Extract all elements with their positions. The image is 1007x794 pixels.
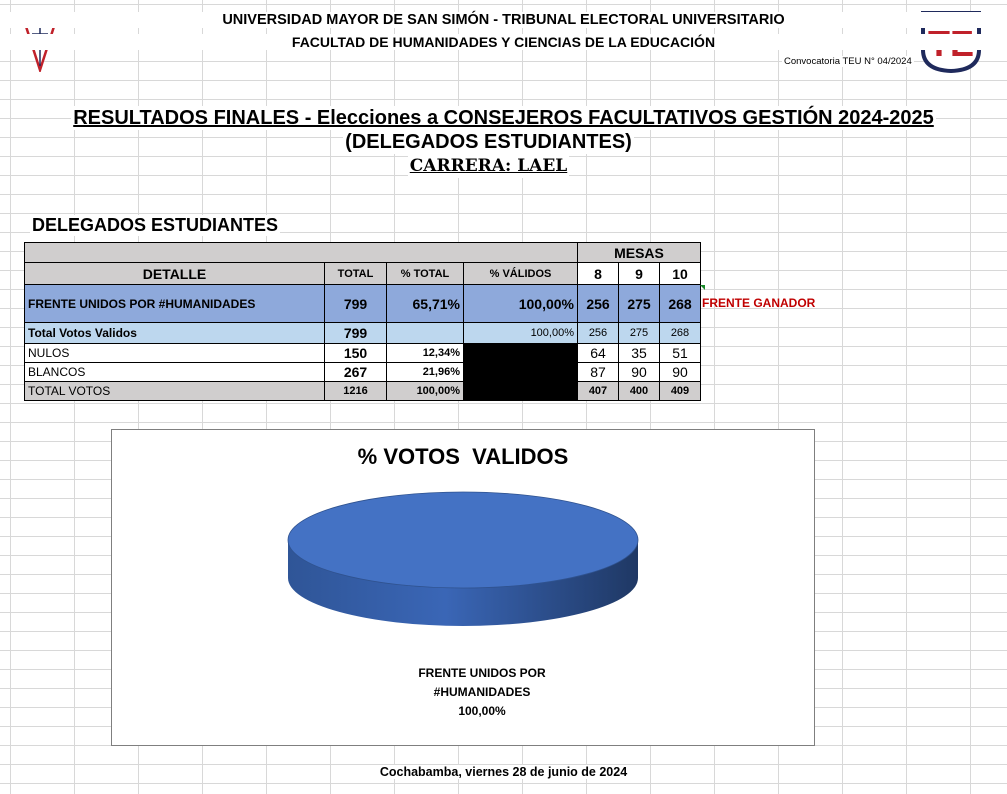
pie-label-value: 100,00% (458, 704, 506, 718)
winner-note: FRENTE GANADOR (702, 296, 816, 310)
faculty-name: FACULTAD DE HUMANIDADES Y CIENCIAS DE LA EDUCACIÓN (289, 34, 718, 50)
results-subtitle: (DELEGADOS ESTUDIANTES) (345, 131, 632, 153)
detalle-header: DETALLE (25, 263, 325, 285)
validos-mesa-8: 256 (578, 323, 619, 344)
total-votos-label: TOTAL VOTOS (25, 382, 325, 401)
blancos-label: BLANCOS (25, 363, 325, 382)
nulos-mesa-8: 64 (578, 344, 619, 363)
blacked-out-cell (464, 344, 578, 401)
total-votos-mesa-10: 409 (660, 382, 701, 401)
total-votos-mesa-9: 400 (619, 382, 660, 401)
frente-mesa-8: 256 (578, 285, 619, 323)
pie-label-name-2: #HUMANIDADES (433, 685, 531, 699)
validos-label: Total Votos Validos (25, 323, 325, 344)
nulos-total: 150 (325, 344, 387, 363)
career-title: CARRERA: LAEL (409, 156, 568, 176)
mesa-10-header: 10 (660, 263, 701, 285)
validos-total: 799 (325, 323, 387, 344)
cell-comment-marker (700, 285, 705, 290)
table-row-blancos (25, 363, 701, 382)
blancos-mesa-8: 87 (578, 363, 619, 382)
blancos-mesa-10: 90 (660, 363, 701, 382)
convocatoria-number: Convocatoria TEU N° 04/2024 (784, 56, 912, 67)
frente-pct-validos: 100,00% (464, 285, 578, 323)
blancos-total: 267 (325, 363, 387, 382)
faculty-header (0, 34, 1007, 50)
university-name: UNIVERSIDAD MAYOR DE SAN SIMÓN - TRIBUNAL ELECTORAL UNIVERSITARIO (219, 12, 787, 28)
frente-pct-total: 65,71% (387, 285, 464, 323)
footer-date-text: Cochabamba, viernes 28 de junio de 2024 (376, 765, 631, 779)
frente-label: FRENTE UNIDOS POR #HUMANIDADES (25, 285, 325, 323)
footer-date (0, 765, 1007, 779)
total-votos-total: 1216 (325, 382, 387, 401)
frente-mesa-9: 275 (619, 285, 660, 323)
table-row-frente (25, 285, 701, 323)
table-header-blank (25, 243, 578, 263)
chart-title: % VOTOS VALIDOS (357, 444, 569, 469)
validos-mesa-10: 268 (660, 323, 701, 344)
table-row-total-votos (25, 382, 701, 401)
table-row-validos (25, 323, 701, 344)
table-header-row (25, 263, 701, 285)
pct-validos-header: % VÁLIDOS (464, 263, 578, 285)
pct-total-header: % TOTAL (387, 263, 464, 285)
total-header: TOTAL (325, 263, 387, 285)
validos-pct-total (387, 323, 464, 344)
frente-total: 799 (325, 285, 387, 323)
nulos-mesa-9: 35 (619, 344, 660, 363)
results-title-block (0, 106, 1007, 178)
validos-mesa-9: 275 (619, 323, 660, 344)
blancos-pct-total: 21,96% (387, 363, 464, 382)
pie-data-label (362, 664, 602, 721)
total-votos-pct-total: 100,00% (387, 382, 464, 401)
pie-chart-box[interactable] (111, 429, 815, 746)
pie-label-name-1: FRENTE UNIDOS POR (418, 666, 546, 680)
frente-mesa-10: 268 (660, 285, 701, 323)
table-header-mesas-row (25, 243, 701, 263)
section-title: DELEGADOS ESTUDIANTES (32, 215, 279, 235)
blancos-mesa-9: 90 (619, 363, 660, 382)
mesas-header: MESAS (578, 243, 701, 263)
university-header (0, 12, 1007, 28)
total-votos-mesa-8: 407 (578, 382, 619, 401)
results-title: RESULTADOS FINALES - Elecciones a CONSEJEROS FACULTATIVOS GESTIÓN 2024-2025 (73, 107, 934, 129)
mesa-8-header: 8 (578, 263, 619, 285)
nulos-label: NULOS (25, 344, 325, 363)
nulos-pct-total: 12,34% (387, 344, 464, 363)
pie-slice-0 (288, 492, 638, 588)
mesa-9-header: 9 (619, 263, 660, 285)
validos-pct-validos: 100,00% (464, 323, 578, 344)
results-table (24, 242, 701, 401)
nulos-mesa-10: 51 (660, 344, 701, 363)
table-row-nulos (25, 344, 701, 363)
